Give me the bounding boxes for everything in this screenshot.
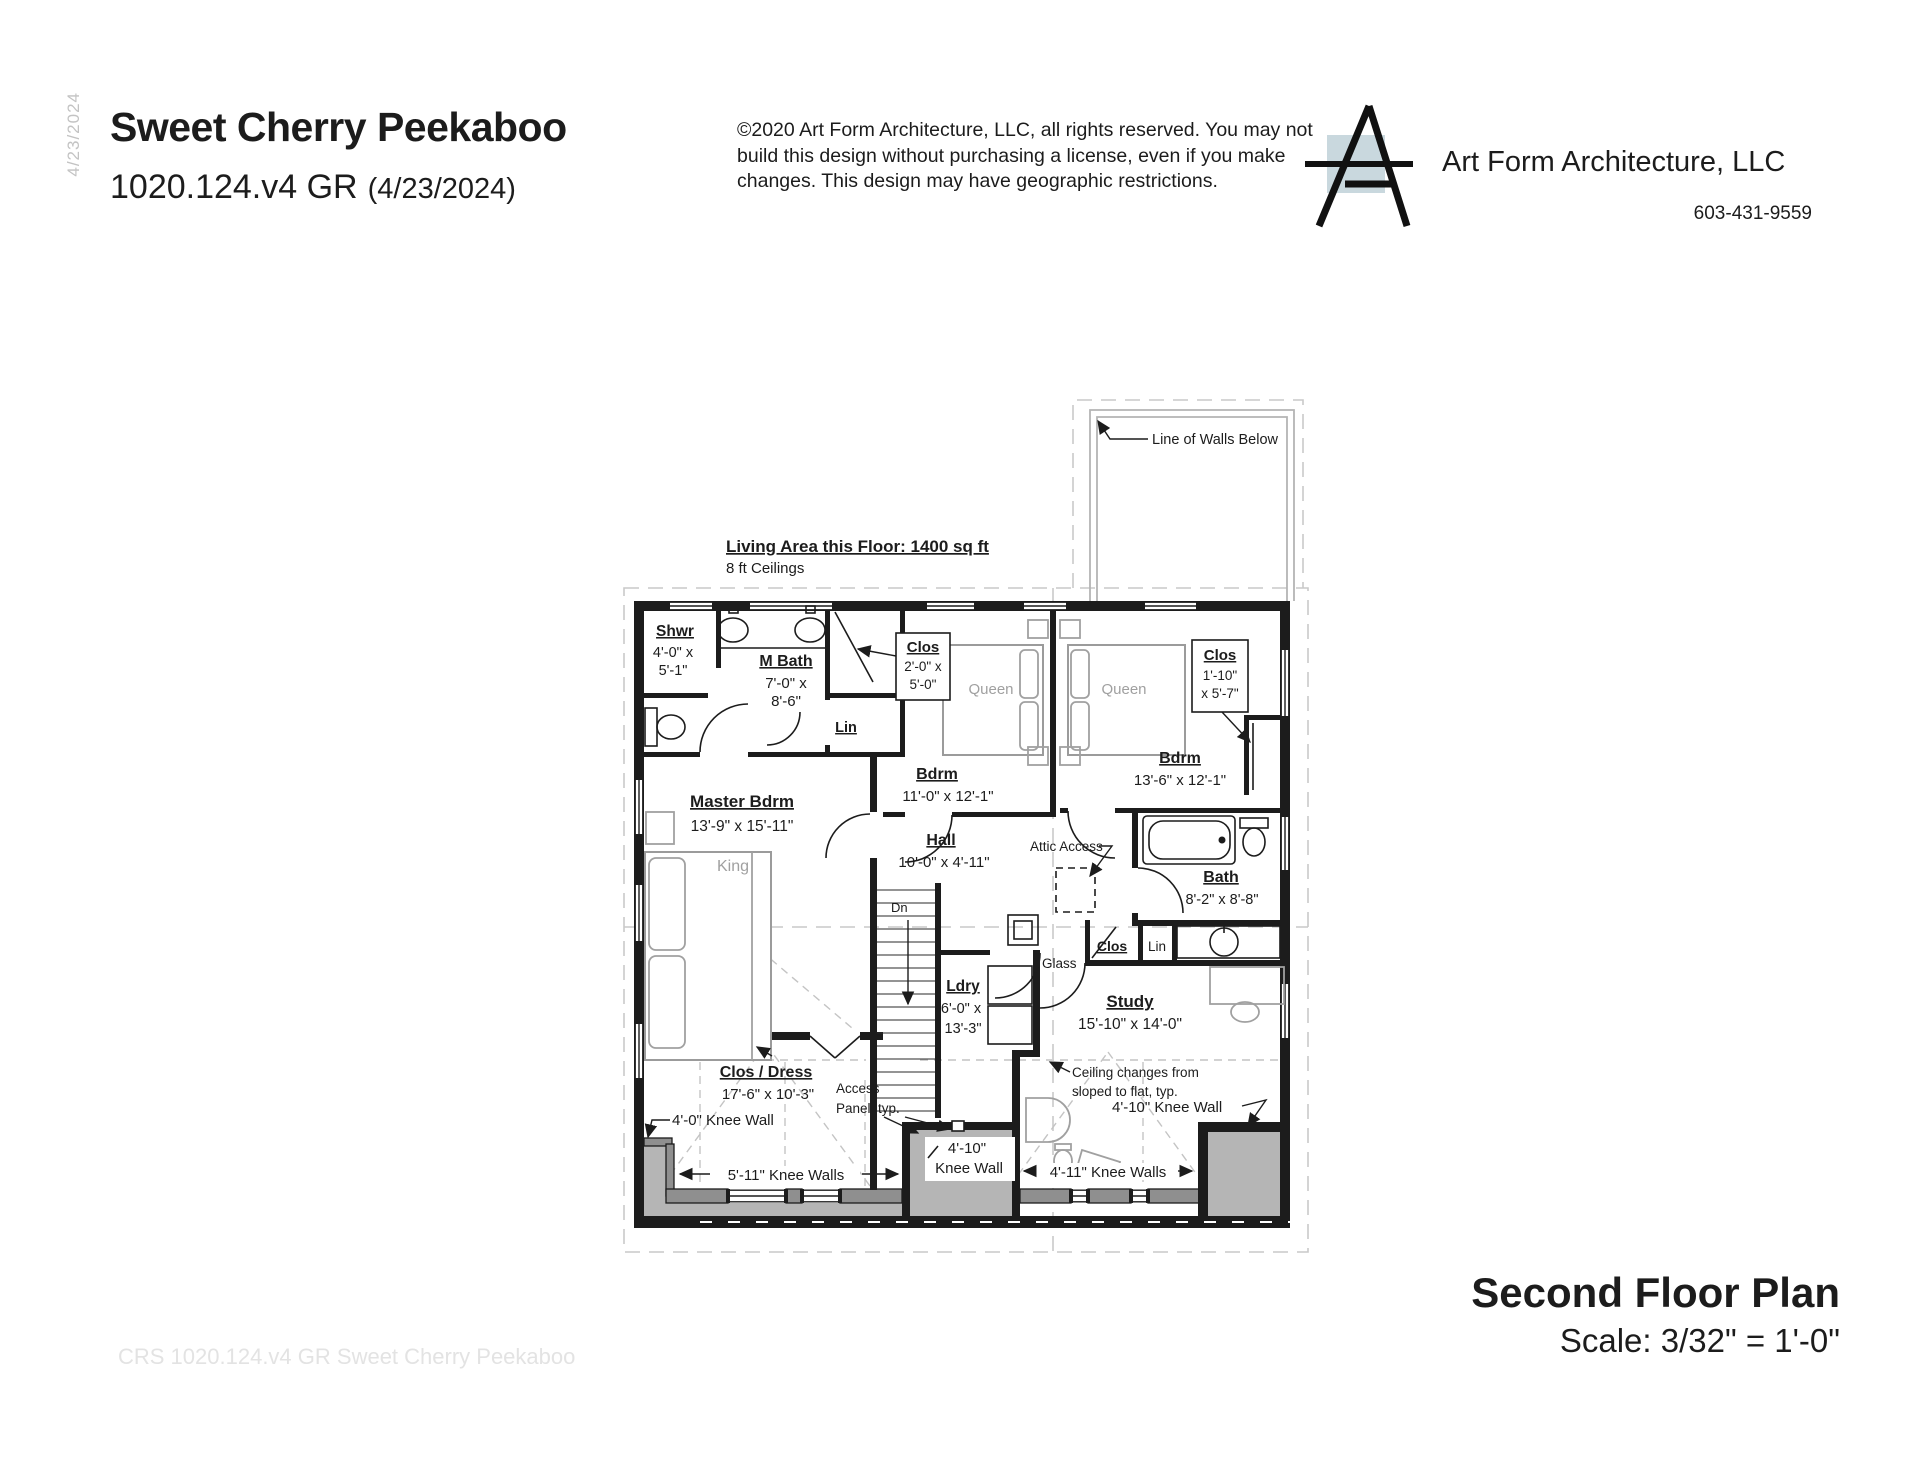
room-dims: 1'-10" — [1202, 668, 1238, 683]
nightstand-icon — [1060, 620, 1080, 638]
queen-bed — [943, 645, 1043, 755]
room-label-study: Study — [1106, 992, 1154, 1011]
toilet-tank-icon — [645, 708, 657, 746]
vanity-counter — [1177, 926, 1280, 958]
queen-bed — [1068, 645, 1185, 755]
room-label-bath: Bath — [1203, 869, 1239, 886]
access-panel-label: Access — [836, 1081, 880, 1096]
room-label-lin: Lin — [835, 720, 857, 736]
walls-below-dashed — [1073, 400, 1303, 588]
plan-title: Second Floor Plan — [1471, 1269, 1840, 1316]
room-dims: 10'-0" x 4'-11" — [898, 854, 990, 871]
knee-wall-label: 5'-11" Knee Walls — [727, 1167, 845, 1184]
access-panel-label: Panel, typ. — [836, 1101, 900, 1116]
knee-wall-label: 4'-11" Knee Walls — [1049, 1164, 1167, 1181]
ceiling-note: Ceiling changes from — [1072, 1065, 1199, 1080]
king-bed-label: King — [716, 858, 750, 875]
room-dims: 13'-6" x 12'-1" — [1133, 772, 1227, 789]
desk-icon — [1210, 967, 1284, 1004]
company-name: Art Form Architecture, LLC — [1442, 146, 1786, 178]
glass-label: Glass — [1042, 956, 1077, 971]
page-title: Sweet Cherry Peekaboo — [110, 104, 567, 150]
room-dims: 8'-2" x 8'-8" — [1185, 892, 1259, 908]
room-label-hall: Hall — [926, 832, 956, 849]
chase-box — [1008, 915, 1038, 945]
knee-wall-label: 4'-10" Knee Wall — [1112, 1099, 1223, 1116]
nightstand-icon — [646, 812, 674, 844]
tub-drain — [1219, 837, 1226, 844]
room-dims: 4'-0" x — [652, 645, 694, 661]
room-dims: 8'-6" — [771, 693, 801, 710]
walls-below-label: Line of Walls Below — [1152, 432, 1278, 448]
room-dims: 6'-0" x — [940, 1001, 982, 1017]
knee-wall-label: 4'-0" Knee Wall — [672, 1112, 774, 1129]
dryer-icon — [988, 1006, 1032, 1044]
room-dims: x 5'-7" — [1201, 686, 1239, 701]
access-panel-gap — [952, 1121, 964, 1131]
knee-wall-label: 4'-10" — [947, 1140, 987, 1157]
stair-treads — [877, 890, 935, 1111]
plan-title-block — [1200, 1270, 1840, 1360]
attic-access-hatch — [1056, 868, 1095, 912]
room-dims: 7'-0" x — [765, 675, 807, 692]
room-label-lin: Lin — [1147, 939, 1167, 954]
queen-bed-label: Queen — [1101, 681, 1147, 698]
sink-icon — [718, 618, 748, 642]
chair-icon — [1231, 1002, 1259, 1022]
ghost-shower-icon — [1026, 1098, 1070, 1142]
model-date: (4/23/2024) — [367, 173, 516, 205]
room-dims: 15'-10" x 14'-0" — [1078, 1016, 1182, 1033]
room-label-bdrm: Bdrm — [916, 766, 958, 783]
room-dims: 11'-0" x 12'-1" — [902, 788, 994, 805]
room-label-mbath: M Bath — [759, 653, 813, 670]
stairs-dn-label: Dn — [891, 900, 908, 915]
living-area-label: Living Area this Floor: 1400 sq ft — [726, 537, 989, 556]
model-number-line — [110, 168, 516, 207]
room-label-closdress: Clos / Dress — [719, 1064, 813, 1081]
model-number: 1020.124.v4 GR — [110, 168, 358, 206]
queen-bed-label: Queen — [968, 681, 1014, 698]
art-form-architecture-logo — [1305, 98, 1420, 233]
knee-wall-label: Knee Wall — [935, 1160, 1003, 1177]
company-phone: 603-431-9559 — [1693, 203, 1812, 224]
room-label-clos: Clos — [906, 639, 940, 656]
room-label-master: Master Bdrm — [690, 792, 794, 811]
ceiling-note: sloped to flat, typ. — [1072, 1084, 1178, 1099]
watermark: CRS 1020.124.v4 GR Sweet Cherry Peekaboo — [118, 1344, 576, 1369]
ceiling-height-label: 8 ft Ceilings — [726, 560, 805, 577]
room-dims: 2'-0" x — [904, 659, 942, 674]
room-label-clos: Clos — [1096, 938, 1128, 954]
attic-access-label: Attic Access — [1030, 839, 1103, 854]
nightstand-icon — [1028, 620, 1048, 638]
room-label-ldry: Ldry — [946, 978, 980, 995]
toilet-tank-icon — [1240, 818, 1268, 828]
room-dims: 13'-9" x 15'-11" — [690, 818, 794, 835]
sink-icon — [795, 618, 825, 642]
room-dims: 5'-1" — [658, 663, 688, 679]
plan-scale: Scale: 3/32" = 1'-0" — [1559, 1322, 1840, 1360]
room-dims: 13'-3" — [944, 1021, 982, 1037]
room-dims: 5'-0" — [909, 677, 937, 692]
room-dims: 17'-6" x 10'-3" — [721, 1086, 815, 1103]
room-label-shwr: Shwr — [656, 623, 694, 640]
room-label-clos: Clos — [1203, 647, 1237, 664]
second-floor-plan-drawing — [600, 392, 1320, 1332]
toilet-bowl-icon — [657, 715, 685, 739]
copyright-notice: ©2020 Art Form Architecture, LLC, all rights reserved. You may not build this design without purchasing a license, even if you make changes. This design may have geographic restrictions. — [737, 119, 1313, 193]
washer-icon — [988, 966, 1032, 1004]
room-label-bdrm: Bdrm — [1159, 750, 1201, 767]
chase-box-inner — [1014, 921, 1032, 939]
sheet-side-date: 4/23/2024 — [64, 92, 83, 177]
toilet-bowl-icon — [1243, 828, 1265, 856]
tub-inner — [1149, 821, 1230, 859]
